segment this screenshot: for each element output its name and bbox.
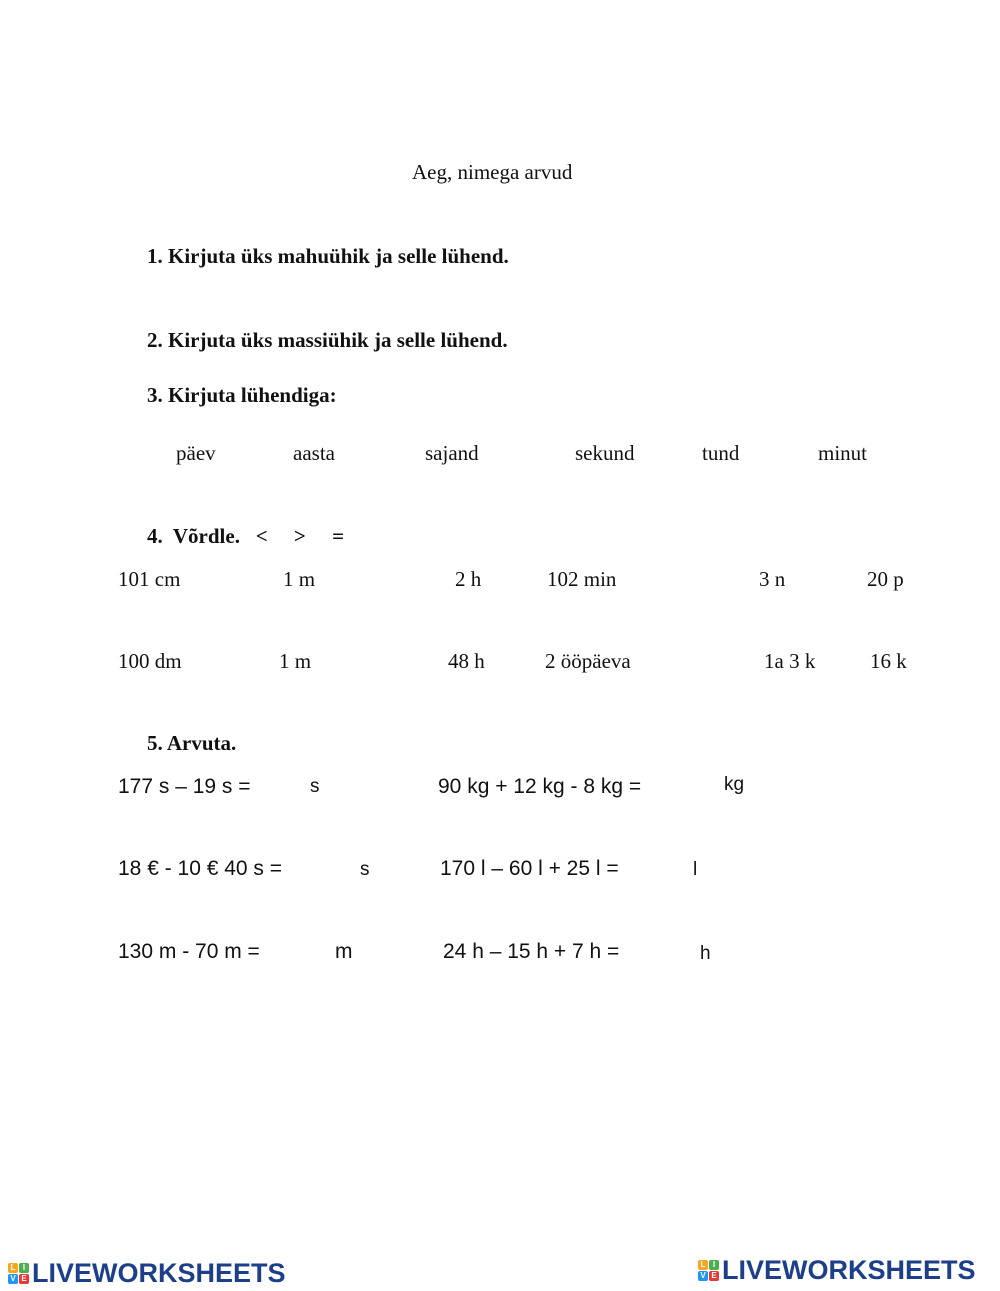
task-3-word: sekund [575,441,635,465]
compare-item: 1a 3 k [764,649,816,673]
compare-item: 2 h [455,567,482,591]
compare-item: 48 h [448,649,485,673]
calc-expression: 130 m - 70 m = [118,940,260,963]
compare-item: 1 m [283,567,316,591]
compare-item: 101 cm [118,567,181,591]
compare-item: 3 n [759,567,786,591]
compare-item: 20 p [867,567,904,591]
task-5-heading: 5. Arvuta. [147,731,237,755]
task-3-word: päev [176,441,216,465]
task-3-word: tund [702,441,740,465]
calc-unit: kg [724,774,745,795]
compare-item: 2 ööpäeva [545,649,631,673]
task-4-heading: 4. Võrdle. < > = [147,524,345,548]
liveworksheets-mark-icon: L I V E [8,1263,29,1284]
calc-expression: 18 € - 10 € 40 s = [118,857,283,880]
task-3-heading: 3. Kirjuta lühendiga: [147,383,337,407]
task-3-word: aasta [293,441,335,465]
liveworksheets-logo-right [698,1255,976,1286]
calc-unit: m [335,940,353,963]
compare-item: 1 m [279,649,312,673]
task-3-word: minut [818,441,868,465]
task-1-heading: 1. Kirjuta üks mahuühik ja selle lühend. [147,244,509,268]
calc-expression: 170 l – 60 l + 25 l = [440,857,619,880]
calc-unit: h [700,943,711,964]
logo-text: LIVEWORKSHEETS [722,1255,976,1285]
calc-unit: s [310,776,320,797]
liveworksheets-logo-left [8,1258,286,1289]
calc-expression: 24 h – 15 h + 7 h = [443,940,620,963]
compare-item: 102 min [547,567,617,591]
calc-unit: l [693,859,698,880]
calc-expression: 90 kg + 12 kg - 8 kg = [438,775,642,798]
calc-expression: 177 s – 19 s = [118,775,251,798]
compare-item: 100 dm [118,649,182,673]
liveworksheets-mark-icon: L I V E [698,1260,719,1281]
worksheet-title: Aeg, nimega arvud [412,160,573,184]
task-2-heading: 2. Kirjuta üks massiühik ja selle lühend. [147,328,508,352]
calc-unit: s [360,859,370,880]
compare-item: 16 k [870,649,907,673]
task-3-word: sajand [425,441,479,465]
logo-text: LIVEWORKSHEETS [32,1258,286,1288]
